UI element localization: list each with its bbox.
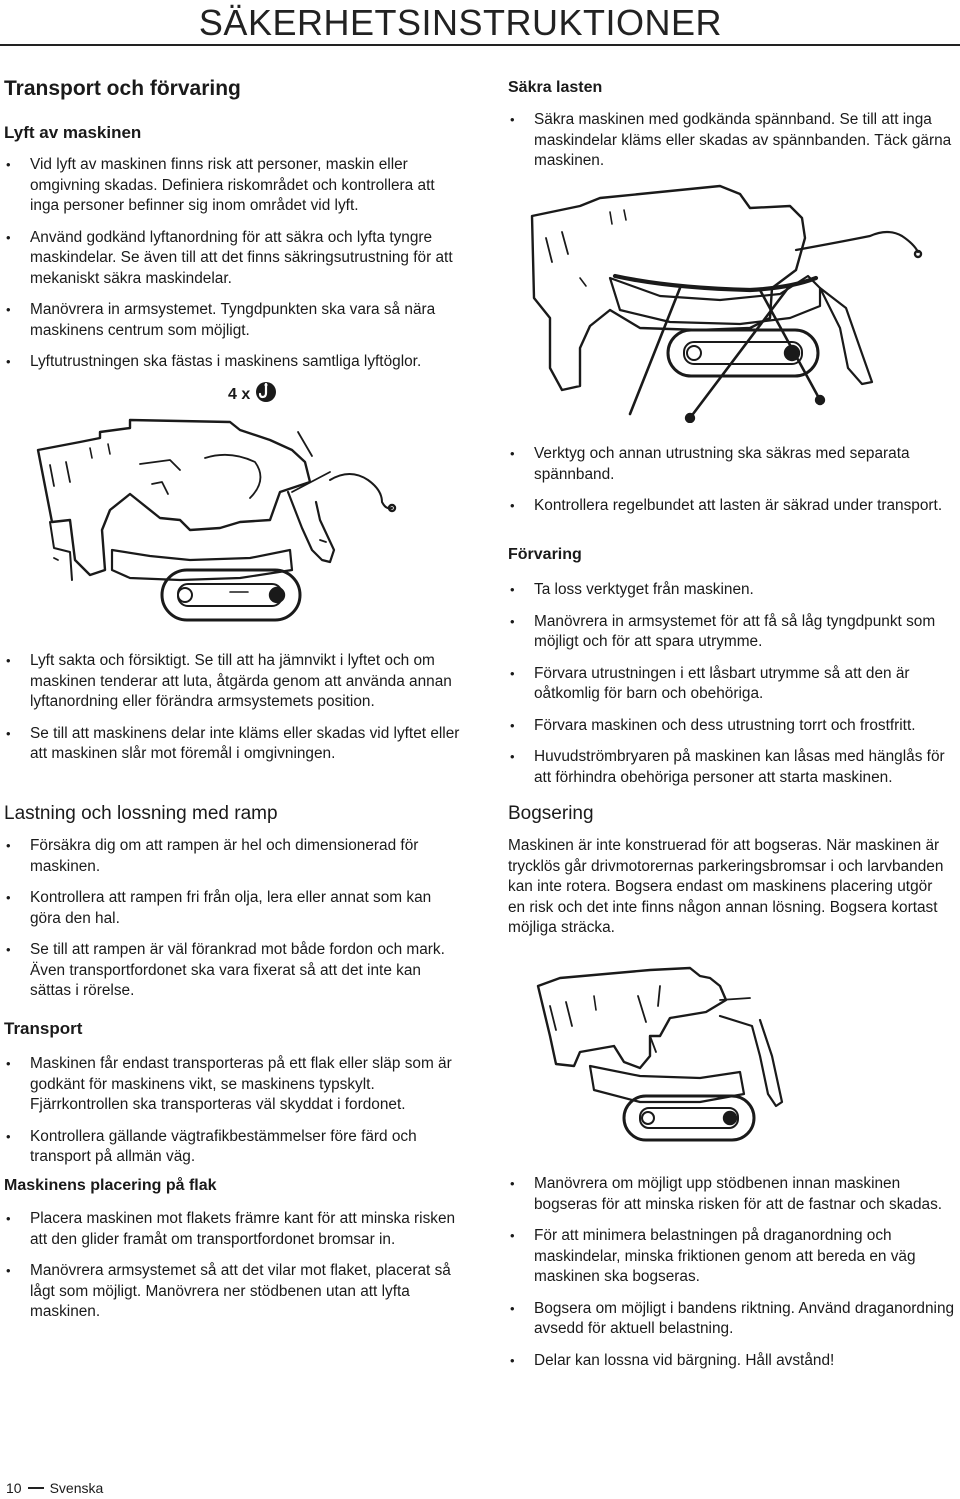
- section-title-towing: Bogsering: [508, 803, 594, 824]
- machine-towing-illustration: [520, 956, 930, 1156]
- list-item: • Kontrollera gällande vägtrafikbestämmelser före färd och transport på allmän väg.: [4, 1127, 464, 1168]
- list-item: • Förvara maskinen och dess utrustning torrt och frostfritt.: [508, 716, 958, 737]
- list-item: • Manövrera om möjligt upp stödbenen innan maskinen bogseras för att minska risken för att de fastnar och skadas.: [508, 1174, 958, 1215]
- lift-bullets-after: [4, 651, 464, 776]
- list-item: • Bogsera om möjligt i bandens riktning. Använd draganordning avsedd för aktuell belastning.: [508, 1299, 958, 1340]
- placement-bullets: [4, 1209, 464, 1334]
- subsection-title-transport: Transport: [4, 1019, 83, 1038]
- list-item: • Manövrera in armsystemet. Tyngdpunkten ska vara så nära maskinens centrum som möjligt.: [4, 300, 464, 341]
- secure-bullets-after: [508, 444, 953, 528]
- lift-bullets: [4, 155, 464, 384]
- footer-language: Svenska: [49, 1480, 104, 1496]
- list-item: • Kontrollera regelbundet att lasten är säkrad under transport.: [508, 496, 953, 517]
- lift-hook-icon: [255, 381, 277, 408]
- ramp-bullets: [4, 836, 464, 1013]
- footer-dash: [28, 1487, 44, 1489]
- transport-bullets: [4, 1054, 464, 1179]
- subsection-title-storage: Förvaring: [508, 546, 582, 563]
- page-number: 10: [6, 1480, 22, 1496]
- list-item: • Försäkra dig om att rampen är hel och dimensionerad för maskinen.: [4, 836, 464, 877]
- towing-bullets: [508, 1174, 958, 1382]
- list-item: • Säkra maskinen med godkända spännband. Se till att inga maskindelar kläms eller skadas av spännbanden. Täck gärna maskinen.: [508, 110, 953, 172]
- section-title-ramp: Lastning och lossning med ramp: [4, 803, 278, 824]
- lift-points-count: 4 x: [228, 385, 251, 403]
- list-item: • Delar kan lossna vid bärgning. Håll avstånd!: [508, 1351, 958, 1372]
- list-item: • Verktyg och annan utrustning ska säkras med separata spännband.: [508, 444, 953, 485]
- list-item: • Placera maskinen mot flakets främre kant för att minska risken att den glider framåt om transportfordonet bromsar in.: [4, 1209, 464, 1250]
- subsection-title-lift: Lyft av maskinen: [4, 123, 142, 142]
- list-item: • Manövrera armsystemet så att det vilar mot flaket, placerat så lågt som möjligt. Manövrera ner stödbenen utan att lyfta maskinen.: [4, 1261, 464, 1323]
- list-item: • Se till att rampen är väl förankrad mot både fordon och mark. Även transportfordonet ska vara fixerat så att det inte kan sättas i rörelse.: [4, 940, 464, 1002]
- list-item: • Huvudströmbryaren på maskinen kan låsas med hänglås för att förhindra obehöriga personer att starta maskinen.: [508, 747, 958, 788]
- lift-points-badge: [228, 381, 277, 408]
- list-item: • Lyftutrustningen ska fästas i maskinens samtliga lyftöglor.: [4, 352, 464, 373]
- list-item: • Manövrera in armsystemet för att få så låg tyngdpunkt som möjligt och för att spara utrymme.: [508, 612, 958, 653]
- subsection-title-placement: Maskinens placering på flak: [4, 1177, 217, 1194]
- page-title: SÄKERHETSINSTRUKTIONER: [198, 2, 722, 43]
- list-item: • Förvara utrustningen i ett låsbart utrymme så att den är oåtkomlig för barn och obehöriga.: [508, 664, 958, 705]
- page-footer: [6, 1480, 103, 1496]
- list-item: • Se till att maskinens delar inte kläms eller skadas vid lyftet eller att maskinen slår mot föremål i omgivningen.: [4, 724, 464, 765]
- towing-paragraph: Maskinen är inte konstruerad för att bogseras. När maskinen är trycklös går drivmotorernas parkeringsbromsar i och larvbanden kan inte rotera. Bogsera endast om maskinens placering utgör en risk och det inte finns någon annan lösning. Bogsera kortast möjliga sträcka.: [508, 837, 944, 936]
- list-item: • Vid lyft av maskinen finns risk att personer, maskin eller omgivning skadas. Definiera riskområdet och kontrollera att inga personer befinner sig inom området vid lyft.: [4, 155, 464, 217]
- header-rule: [0, 44, 960, 46]
- list-item: • Lyft sakta och försiktigt. Se till att ha jämnvikt i lyftet och om maskinen tenderar att luta, åtgärda genom att använda annan lyftanordning eller förändra armsystemets position.: [4, 651, 464, 713]
- section-title-transport: Transport och förvaring: [4, 77, 241, 100]
- list-item: • Kontrollera att rampen fri från olja, lera eller annat som kan göra den hal.: [4, 888, 464, 929]
- machine-lift-illustration: [30, 410, 420, 645]
- subsection-title-secure: Säkra lasten: [508, 79, 603, 96]
- list-item: • För att minimera belastningen på draganordning och maskindelar, minska friktionen genom att bereda en väg maskinen ska bogseras.: [508, 1226, 958, 1288]
- storage-bullets: [508, 580, 958, 799]
- secure-bullets: [508, 110, 953, 183]
- list-item: • Maskinen får endast transporteras på ett flak eller släp som är godkänt för maskinens vikt, se maskinens typskylt. Fjärrkontrollen ska transporteras väl skyddat i fordonet.: [4, 1054, 464, 1116]
- list-item: • Använd godkänd lyftanordning för att säkra och lyfta tyngre maskindelar. Se även till att det finns säkringsutrustning för att mekaniskt säkra maskindelar.: [4, 228, 464, 290]
- machine-secured-illustration: [520, 178, 930, 423]
- list-item: • Ta loss verktyget från maskinen.: [508, 580, 958, 601]
